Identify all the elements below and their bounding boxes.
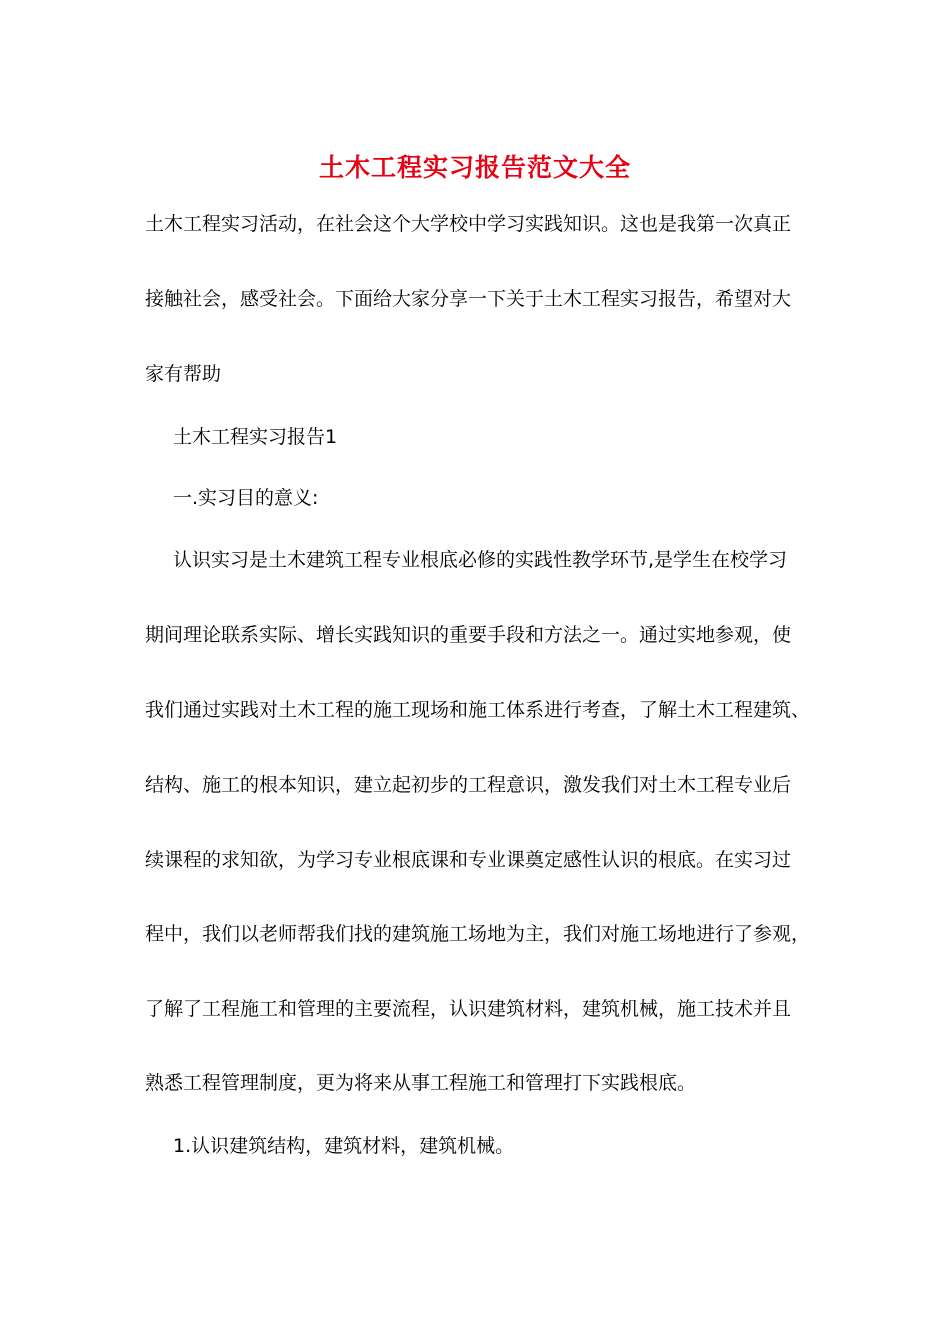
body-line: 我们通过实践对土木工程的施工现场和施工体系进行考查，了解土木工程建筑、: [145, 699, 811, 721]
body-line: 期间理论联系实际、增长实践知识的重要手段和方法之一。通过实地参观，使: [145, 624, 792, 646]
body-line: 程中，我们以老师帮我们找的建筑施工场地为主，我们对施工场地进行了参观，: [145, 923, 811, 945]
intro-line: 家有帮助: [145, 363, 222, 385]
section-heading: 一.实习目的意义:: [173, 487, 319, 509]
document-title: 土木工程实习报告范文大全: [318, 153, 631, 182]
intro-line: 接触社会，感受社会。下面给大家分享一下关于土木工程实习报告，希望对大: [145, 288, 792, 310]
report-heading: 土木工程实习报告1: [173, 426, 338, 448]
intro-line: 土木工程实习活动，在社会这个大学校中学习实践知识。这也是我第一次真正: [145, 213, 792, 235]
body-line: 熟悉工程管理制度，更为将来从事工程施工和管理打下实践根底。: [145, 1072, 697, 1094]
list-item: 1.认识建筑结构，建筑材料，建筑机械。: [173, 1135, 515, 1157]
body-line: 续课程的求知欲，为学习专业根底课和专业课奠定感性认识的根底。在实习过: [145, 849, 792, 871]
body-line: 认识实习是土木建筑工程专业根底必修的实践性教学环节,是学生在校学习: [173, 549, 788, 571]
body-line: 了解了工程施工和管理的主要流程，认识建筑材料，建筑机械，施工技术并且: [145, 998, 792, 1020]
body-line: 结构、施工的根本知识，建立起初步的工程意识，激发我们对土木工程专业后: [145, 774, 792, 796]
